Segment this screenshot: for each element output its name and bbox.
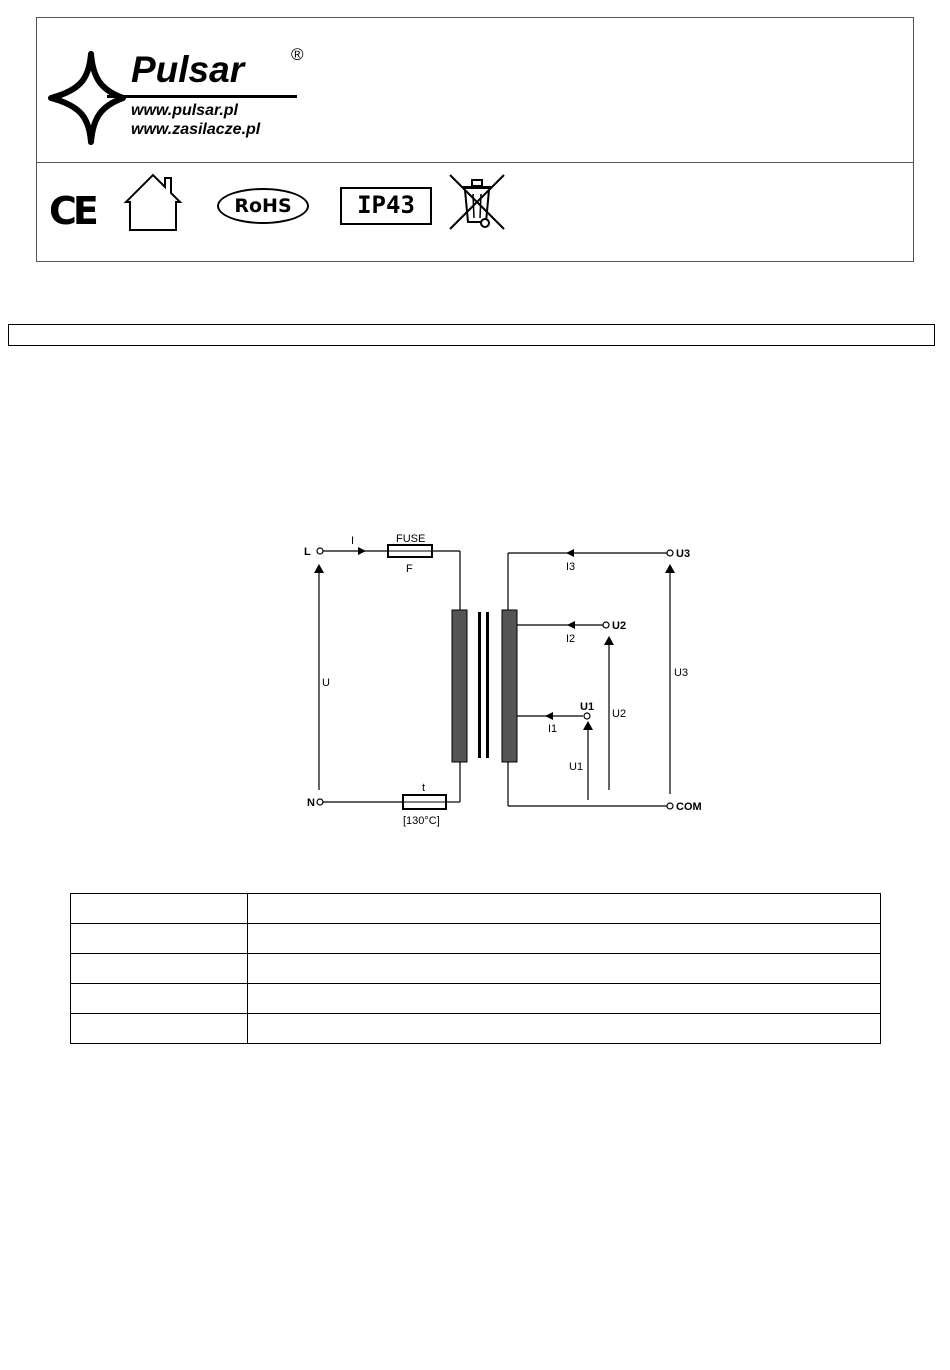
current-i1-label: I1	[548, 723, 558, 735]
table-cell	[248, 924, 881, 954]
terminal-l	[317, 548, 323, 554]
terminal-u3-label: U3	[676, 548, 691, 560]
current-i-arrow	[358, 547, 366, 555]
voltage-u1-arrow	[583, 721, 593, 730]
voltage-u-label: U	[322, 677, 330, 689]
table-cell	[248, 1014, 881, 1044]
ip43-badge: IP43	[340, 187, 432, 225]
table-cell	[71, 954, 248, 984]
terminal-u2	[603, 622, 609, 628]
ce-mark-icon: CE	[49, 189, 95, 233]
brand-underline	[107, 95, 297, 98]
table-cell	[248, 894, 881, 924]
table-row	[71, 1014, 881, 1044]
core-line-right	[486, 612, 489, 758]
header-box	[36, 17, 914, 262]
terminal-u3	[667, 550, 673, 556]
terminal-n	[317, 799, 323, 805]
spec-table	[70, 893, 881, 1044]
core-line-left	[478, 612, 481, 758]
thermal-rating-label: [130°C]	[403, 815, 440, 827]
voltage-u-arrow	[314, 564, 324, 573]
current-i3-label: I3	[566, 561, 576, 573]
pulsar-star-icon	[47, 48, 127, 148]
current-i2-label: I2	[566, 633, 576, 645]
terminal-u2-label: U2	[612, 620, 627, 632]
secondary-winding	[502, 610, 517, 762]
header-divider	[37, 162, 913, 163]
house-icon	[123, 172, 183, 234]
current-i2-arrow	[567, 621, 575, 629]
terminal-n-label: N	[307, 797, 315, 809]
table-row	[71, 924, 881, 954]
primary-winding	[452, 610, 467, 762]
voltage-u3-arrow	[665, 564, 675, 573]
table-cell	[71, 984, 248, 1014]
thermal-symbol-label: t	[422, 782, 426, 794]
registered-mark: ®	[291, 45, 304, 64]
table-cell	[248, 984, 881, 1014]
voltage-u1-label: U1	[569, 761, 584, 773]
terminal-l-label: L	[304, 546, 311, 558]
pulsar-logo	[47, 45, 327, 148]
current-i3-arrow	[566, 549, 574, 557]
table-row	[71, 894, 881, 924]
rohs-badge: RoHS	[217, 188, 309, 224]
table-cell	[248, 954, 881, 984]
voltage-u2-arrow	[604, 636, 614, 645]
voltage-u2-label: U2	[612, 708, 627, 720]
terminal-com-label: COM	[676, 801, 702, 813]
transformer-circuit-diagram	[300, 528, 708, 828]
current-i1-arrow	[545, 712, 553, 720]
table-cell	[71, 894, 248, 924]
current-i-label: I	[351, 535, 355, 547]
terminal-u1	[584, 713, 590, 719]
fuse-symbol-label: F	[406, 563, 413, 575]
table-cell	[71, 924, 248, 954]
table-cell	[71, 1014, 248, 1044]
voltage-u3-label: U3	[674, 667, 689, 679]
table-row	[71, 954, 881, 984]
fuse-label: FUSE	[396, 533, 426, 545]
certification-row	[37, 168, 913, 238]
website-url: www.pulsar.pl	[131, 102, 238, 119]
terminal-com	[667, 803, 673, 809]
table-row	[71, 984, 881, 1014]
brand-name: Pulsar	[131, 49, 245, 90]
terminal-u1-label: U1	[580, 701, 595, 713]
weee-bin-icon	[447, 172, 507, 232]
website-url-secondary: www.zasilacze.pl	[131, 121, 261, 138]
title-bar	[8, 324, 935, 346]
